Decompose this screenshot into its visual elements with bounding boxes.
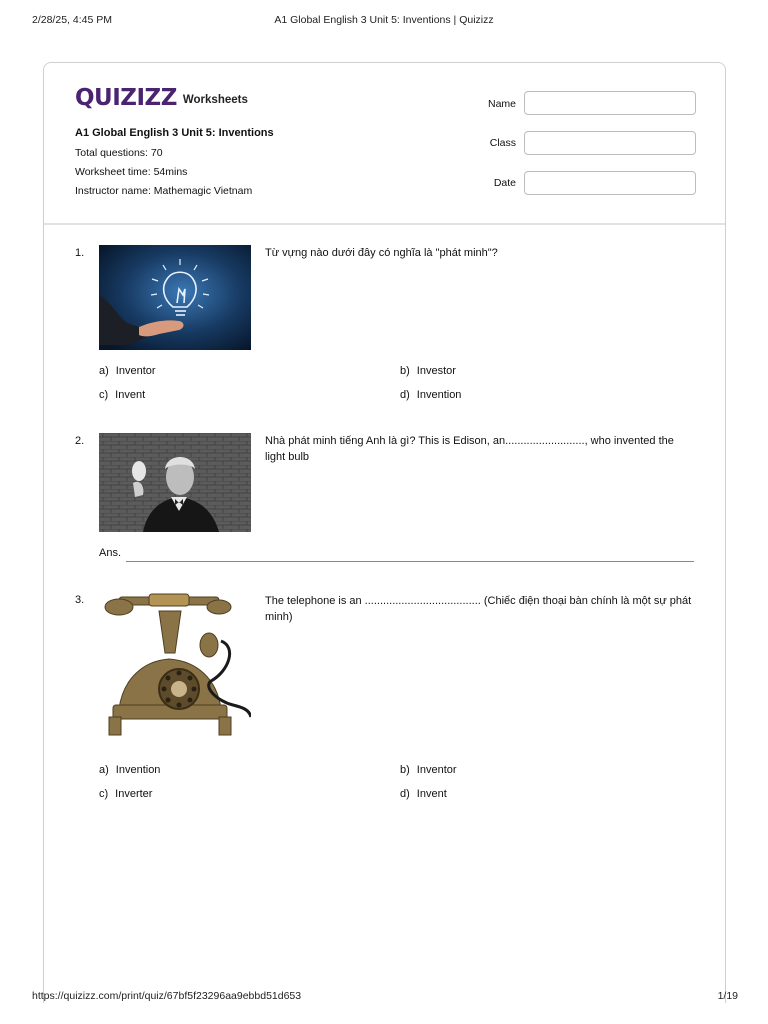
answer-label: Ans. <box>99 547 122 559</box>
question-3-option-b[interactable] <box>400 764 457 776</box>
question-3-number: 3. <box>75 594 85 606</box>
question-3-option-a[interactable] <box>99 764 160 776</box>
option-letter: d) <box>400 389 410 401</box>
question-3-option-d[interactable] <box>400 788 447 800</box>
question-1-option-d[interactable] <box>400 389 461 401</box>
print-url: https://quizizz.com/print/quiz/67bf5f23296aa9ebbd51d653 <box>32 990 302 1002</box>
question-3-option-c[interactable] <box>99 788 152 800</box>
worksheet <box>43 62 726 1003</box>
instructor-name: Instructor name: Mathemagic Vietnam <box>75 185 253 197</box>
option-letter: c) <box>99 788 109 800</box>
option-letter: a) <box>99 764 109 776</box>
class-label: Class <box>489 137 516 149</box>
option-letter: b) <box>400 365 410 377</box>
option-text: Invent <box>115 389 146 401</box>
date-label: Date <box>493 177 516 189</box>
lightbulb-hand-image <box>99 245 251 350</box>
question-2-text: Nhà phát minh tiếng Anh là gì? This is Edison, an.........................., who invented the light bulb <box>265 435 674 463</box>
class-field[interactable] <box>524 131 696 155</box>
name-field[interactable] <box>524 91 696 115</box>
option-text: Inventor <box>416 764 457 776</box>
question-2-number: 2. <box>75 435 85 447</box>
option-letter: b) <box>400 764 410 776</box>
option-text: Investor <box>416 365 456 377</box>
worksheet-time: Worksheet time: 54mins <box>75 166 188 178</box>
logo-subtitle: Worksheets <box>182 93 248 106</box>
question-1-option-b[interactable] <box>400 365 456 377</box>
page-number: 1/19 <box>717 990 738 1002</box>
quiz-title: A1 Global English 3 Unit 5: Inventions <box>75 127 274 139</box>
name-label: Name <box>487 98 516 110</box>
option-text: Invent <box>416 788 447 800</box>
question-1-option-c[interactable] <box>99 389 145 401</box>
option-text: Invention <box>416 389 462 401</box>
option-letter: c) <box>99 389 109 401</box>
question-1-option-a[interactable] <box>99 365 156 377</box>
question-1-number: 1. <box>75 247 85 259</box>
print-header <box>0 14 768 34</box>
edison-portrait-image <box>99 433 251 532</box>
option-letter: a) <box>99 365 109 377</box>
logo-wordmark: QUIZIZZ <box>75 85 177 111</box>
question-1-text: Từ vựng nào dưới đây có nghĩa là "phát minh"? <box>265 247 498 259</box>
answer-line[interactable] <box>126 561 694 562</box>
date-field[interactable] <box>524 171 696 195</box>
worksheet-header <box>44 63 725 225</box>
total-questions: Total questions: 70 <box>75 147 163 159</box>
question-3-text: The telephone is an ...................................... (Chiếc điện thoại bàn chính là một sự phát minh) <box>265 595 692 623</box>
print-page-title: A1 Global English 3 Unit 5: Inventions | Quizizz <box>274 14 494 26</box>
option-letter: d) <box>400 788 410 800</box>
antique-telephone-image <box>99 591 251 750</box>
quizizz-logo <box>75 85 248 111</box>
print-datetime: 2/28/25, 4:45 PM <box>32 14 112 26</box>
option-text: Invention <box>115 764 161 776</box>
option-text: Inventor <box>115 365 156 377</box>
option-text: Inverter <box>115 788 153 800</box>
